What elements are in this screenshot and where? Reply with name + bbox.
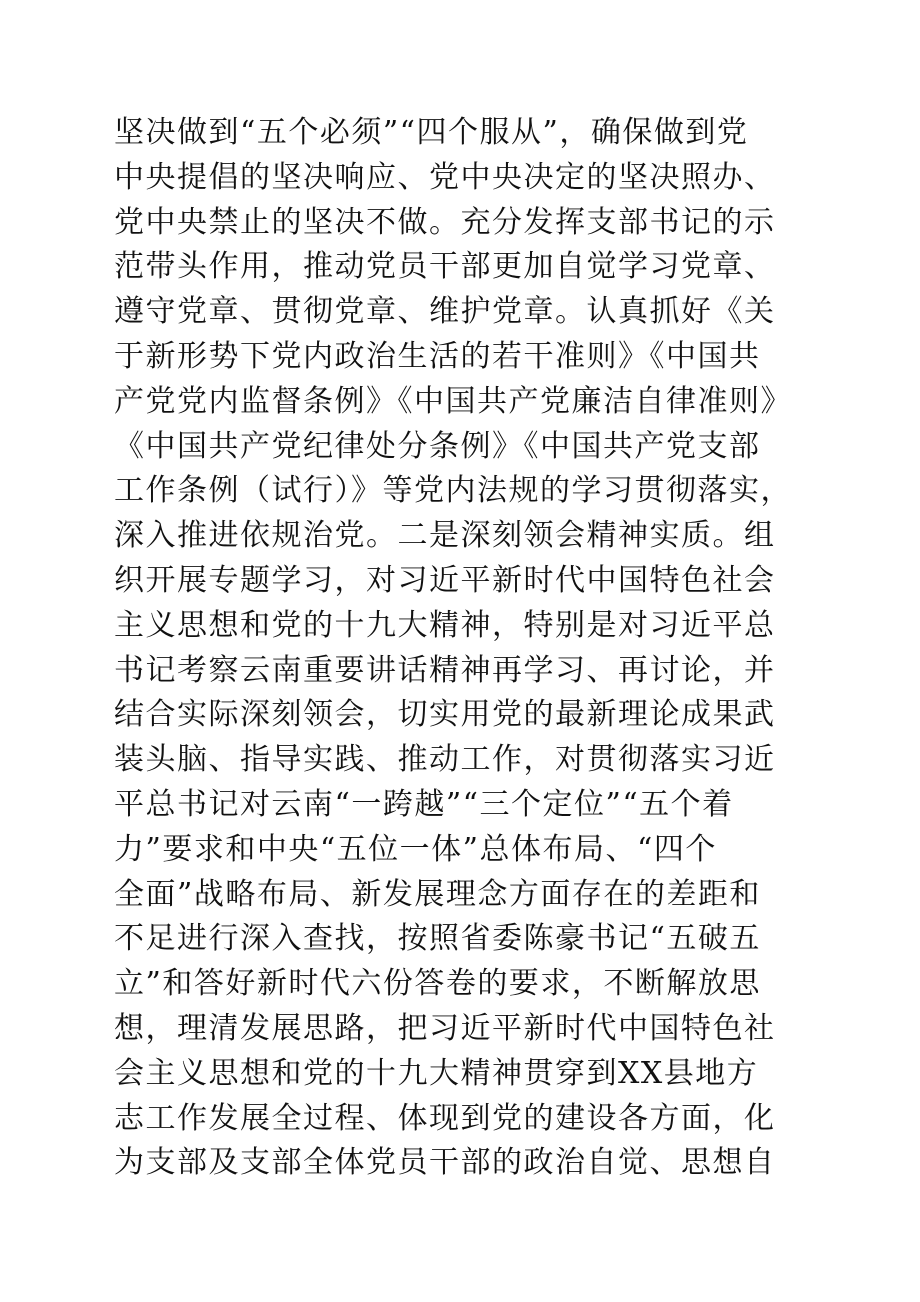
text-line: 为支部及支部全体党员干部的政治自觉、思想自 — [114, 1145, 776, 1181]
text-line: 坚决做到“五个必须”“四个服从”，确保做到党 — [114, 115, 749, 150]
text-line: 遵守党章、贯彻党章、维护党章。认真抓好《关 — [114, 294, 776, 330]
text-line: 工作条例（试行）》等党内法规的学习贯彻落实， — [114, 473, 792, 509]
text-line: 产党党内监督条例》《中国共产党廉洁自律准则》 — [114, 383, 792, 419]
text-line: 立”和答好新时代六份答卷的要求，不断解放思 — [114, 966, 761, 1002]
text-line: 力”要求和中央“五位一体”总体布局、“四个 — [114, 831, 717, 867]
text-line: 织开展专题学习，对习近平新时代中国特色社会 — [114, 562, 776, 598]
text-line: 党中央禁止的坚决不做。充分发挥支部书记的示 — [114, 204, 776, 240]
text-line: 范带头作用，推动党员干部更加自觉学习党章、 — [114, 249, 776, 285]
text-line: 志工作发展全过程、体现到党的建设各方面，化 — [114, 1100, 776, 1136]
text-line: 不足进行深入查找，按照省委陈豪书记“五破五 — [114, 921, 761, 957]
text-line: 装头脑、指导实践、推动工作，对贯彻落实习近 — [114, 742, 776, 778]
text-line: 平总书记对云南“一跨越”“三个定位”“五个着 — [114, 786, 734, 822]
body-paragraph — [114, 111, 834, 1186]
text-line: 全面”战略布局、新发展理念方面存在的差距和 — [114, 876, 761, 912]
text-line: 于新形势下党内政治生活的若干准则》《中国共 — [114, 338, 761, 374]
text-line: 主义思想和党的十九大精神，特别是对习近平总 — [114, 607, 776, 643]
text-line: 中央提倡的坚决响应、党中央决定的坚决照办、 — [114, 159, 776, 195]
text-line: 想，理清发展思路，把习近平新时代中国特色社 — [114, 1010, 776, 1046]
text-line: 《中国共产党纪律处分条例》《中国共产党支部 — [114, 428, 761, 464]
text-line: 会主义思想和党的十九大精神贯穿到XX县地方 — [114, 1055, 759, 1091]
text-line: 结合实际深刻领会，切实用党的最新理论成果武 — [114, 697, 776, 733]
text-line: 深入推进依规治党。二是深刻领会精神实质。组 — [114, 518, 776, 554]
text-line: 书记考察云南重要讲话精神再学习、再讨论，并 — [114, 652, 776, 688]
